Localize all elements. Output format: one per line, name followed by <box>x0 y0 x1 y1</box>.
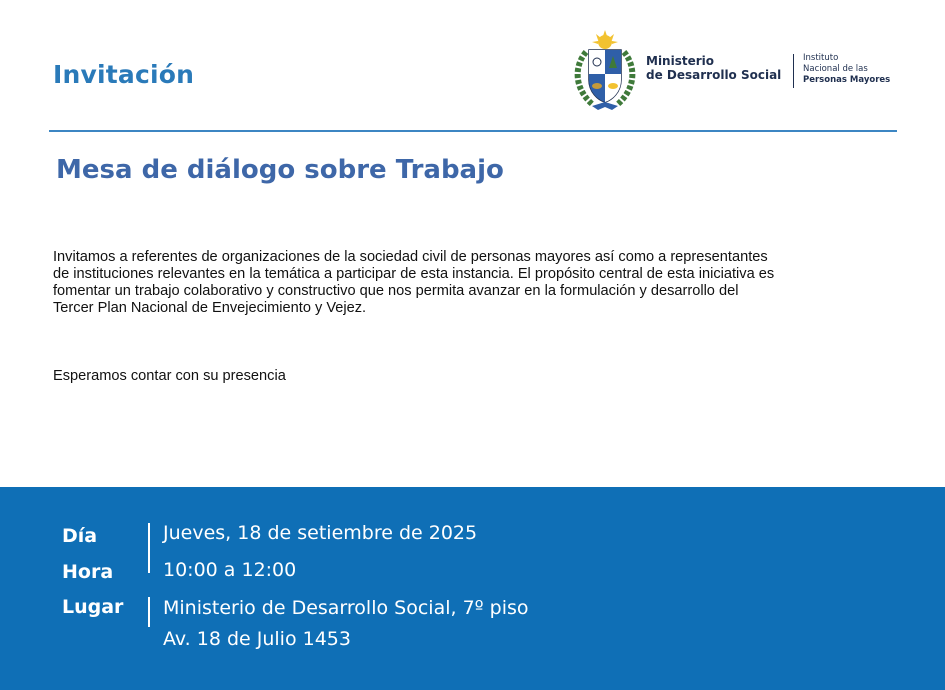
logo-divider <box>793 54 794 88</box>
details-divider-top <box>148 523 150 573</box>
details-divider-bottom <box>148 597 150 627</box>
ministry-name: Ministerio de Desarrollo Social <box>646 54 782 82</box>
place-label: Lugar <box>62 596 124 618</box>
time-label: Hora <box>62 561 114 583</box>
paragraph-line: fomentar un trabajo colaborativo y constructivo que nos permita avanzar en la formulación y desarrollo del <box>53 283 739 299</box>
institute-name: Instituto Nacional de las Personas Mayores <box>803 53 891 85</box>
time-value: 10:00 a 12:00 <box>163 559 297 581</box>
paragraph-line: Tercer Plan Nacional de Envejecimiento y Vejez. <box>53 300 367 316</box>
header-title: Invitación <box>53 60 195 89</box>
event-details-panel <box>0 487 945 690</box>
coat-of-arms-icon <box>572 30 638 114</box>
day-value: Jueves, 18 de setiembre de 2025 <box>163 522 478 544</box>
page-title: Mesa de diálogo sobre Trabajo <box>56 155 504 185</box>
day-label: Día <box>62 525 98 547</box>
header-divider <box>49 130 897 132</box>
paragraph-line: Invitamos a referentes de organizaciones de la sociedad civil de personas mayores así como a representantes <box>53 249 768 265</box>
invitation-paragraph <box>53 249 913 317</box>
paragraph-line: de instituciones relevantes en la temática a participar de esta instancia. El propósito central de esta iniciativa es <box>53 266 775 282</box>
closing-text: Esperamos contar con su presencia <box>53 368 286 384</box>
ministry-logo <box>572 30 902 114</box>
place-value-line1: Ministerio de Desarrollo Social, 7º piso <box>163 597 529 619</box>
place-value-line2: Av. 18 de Julio 1453 <box>163 628 351 650</box>
